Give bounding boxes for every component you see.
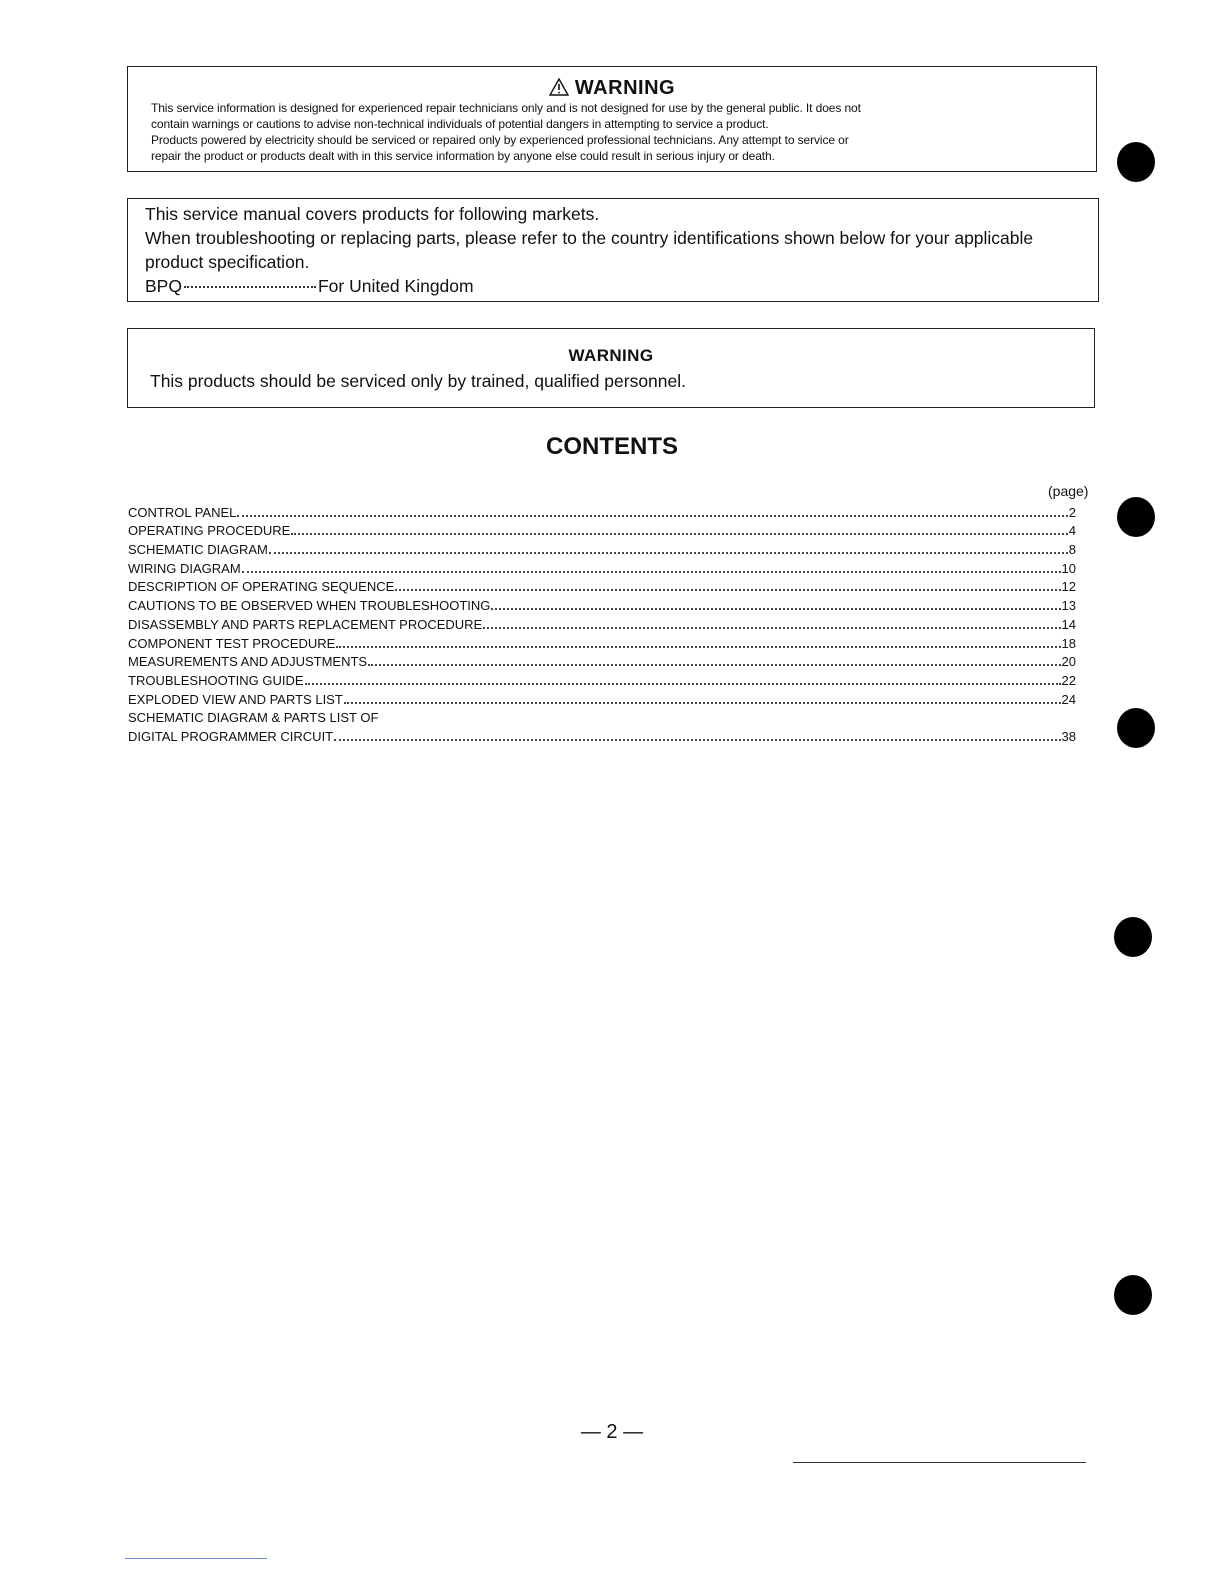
punch-hole (1114, 1275, 1152, 1315)
toc-entry[interactable] (128, 576, 1076, 595)
toc-entry[interactable] (128, 594, 1076, 613)
toc-page: 14 (1061, 616, 1076, 632)
warning-line: This service information is designed for experienced repair technicians only and is not designed for use by the general public. It does not (151, 101, 861, 115)
punch-hole (1117, 708, 1155, 748)
toc-page: 8 (1068, 542, 1076, 558)
toc-entry[interactable] (128, 632, 1076, 651)
warning-triangle-icon (549, 78, 569, 96)
toc-entry[interactable] (128, 538, 1076, 557)
dot-leader (483, 627, 1060, 629)
market-name: For United Kingdom (317, 276, 474, 296)
dot-leader (242, 571, 1061, 573)
toc-label: TROUBLESHOOTING GUIDE (128, 672, 304, 688)
toc-label: SCHEMATIC DIAGRAM & PARTS LIST OF (128, 710, 379, 726)
dot-leader (368, 664, 1060, 666)
dot-leader (184, 286, 316, 288)
toc-label: MEASUREMENTS AND ADJUSTMENTS (128, 654, 368, 670)
table-of-contents (128, 501, 1076, 744)
toc-label: DISASSEMBLY AND PARTS REPLACEMENT PROCEDURE (128, 616, 483, 632)
toc-page: 24 (1061, 691, 1076, 707)
markets-line: product specification. (145, 252, 310, 272)
dot-leader (237, 515, 1067, 517)
punch-hole (1117, 497, 1155, 537)
warning-title (128, 77, 1096, 100)
toc-entry[interactable] (128, 613, 1076, 632)
toc-entry[interactable] (128, 651, 1076, 670)
toc-entry-heading-line[interactable] (128, 707, 1076, 726)
warning-line: repair the product or products dealt with in this service information by anyone else could result in serious injury or death. (151, 149, 775, 163)
warning-text (151, 100, 1066, 164)
warning-box (127, 66, 1097, 172)
dot-leader (291, 533, 1067, 535)
toc-label: SCHEMATIC DIAGRAM (128, 542, 268, 558)
toc-label: OPERATING PROCEDURE (128, 523, 291, 539)
warning-line: Products powered by electricity should be serviced or repaired only by experienced professional technicians. Any attempt to service or (151, 133, 849, 147)
market-code-row (145, 274, 1090, 298)
toc-entry[interactable] (128, 725, 1076, 744)
toc-entry[interactable] (128, 557, 1076, 576)
dot-leader (395, 589, 1060, 591)
bottom-link-line (125, 1558, 267, 1559)
personnel-warning-title: WARNING (568, 346, 654, 365)
toc-page: 12 (1061, 579, 1076, 595)
toc-label: DESCRIPTION OF OPERATING SEQUENCE (128, 579, 395, 595)
markets-box (127, 198, 1099, 302)
dot-leader (305, 683, 1061, 685)
toc-page: 22 (1061, 672, 1076, 688)
toc-page: 20 (1061, 654, 1076, 670)
toc-label: WIRING DIAGRAM (128, 560, 241, 576)
toc-entry[interactable] (128, 520, 1076, 539)
toc-page: 10 (1061, 560, 1076, 576)
page-number: — 2 — (580, 1421, 644, 1443)
punch-hole (1117, 142, 1155, 182)
toc-page: 2 (1068, 504, 1076, 520)
dot-leader (269, 552, 1068, 554)
dot-leader (491, 608, 1060, 610)
punch-hole (1114, 917, 1152, 957)
toc-entry[interactable] (128, 669, 1076, 688)
toc-label: CAUTIONS TO BE OBSERVED WHEN TROUBLESHOOTING (128, 598, 491, 614)
toc-entry[interactable] (128, 501, 1076, 520)
footer-rule (793, 1462, 1086, 1463)
warning-title-text: WARNING (574, 77, 676, 99)
toc-entry[interactable] (128, 688, 1076, 707)
toc-page: 4 (1068, 523, 1076, 539)
toc-label: EXPLODED VIEW AND PARTS LIST (128, 691, 343, 707)
toc-page: 38 (1061, 728, 1076, 744)
toc-label: CONTROL PANEL (128, 504, 237, 520)
toc-page: 13 (1061, 598, 1076, 614)
markets-line: This service manual covers products for following markets. (145, 204, 600, 224)
dot-leader (334, 739, 1060, 741)
personnel-warning-box (127, 328, 1095, 408)
markets-line: When troubleshooting or replacing parts, please refer to the country identifications shown below for your applicable (145, 228, 1034, 248)
toc-label: DIGITAL PROGRAMMER CIRCUIT (128, 728, 334, 744)
toc-label: COMPONENT TEST PROCEDURE (128, 635, 336, 651)
page-column-label: (page) (1048, 483, 1089, 499)
contents-title: CONTENTS (546, 433, 678, 460)
market-code: BPQ (145, 276, 182, 296)
dot-leader (344, 702, 1061, 704)
toc-page: 18 (1061, 635, 1076, 651)
personnel-warning-text: This products should be serviced only by trained, qualified personnel. (150, 371, 687, 391)
warning-line: contain warnings or cautions to advise non-technical individuals of potential dangers in attempting to service a product. (151, 117, 769, 131)
dot-leader (336, 646, 1060, 648)
